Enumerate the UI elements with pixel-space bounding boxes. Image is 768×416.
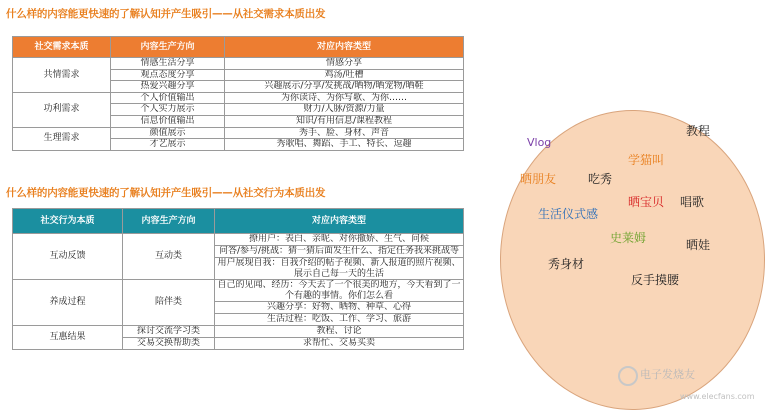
type-cell: 兴趣展示/分享/发挑战/晒物/晒宠物/晒鞋 [225,81,464,93]
header-cell: 内容生产方向 [123,209,215,234]
table-header-row [13,209,464,234]
cloud-word: Vlog [527,136,552,149]
direction-cell: 情感生活分享 [111,58,225,70]
social-needs-table [12,36,464,151]
direction-cell: 颜值展示 [111,127,225,139]
direction-cell: 才艺展示 [111,139,225,151]
group-cell: 互动反馈 [13,234,123,280]
table-row [13,234,464,246]
type-cell: 秀手、脸、身材、声音 [225,127,464,139]
type-cell: 撩用户：表白、亲昵、对你撒娇、生气、问候 [215,234,464,246]
group-cell: 生理需求 [13,127,111,150]
direction-cell: 个人价值输出 [111,92,225,104]
type-cell: 财力/人脉/资源/力量 [225,104,464,116]
type-cell: 用户展现自我：自我介绍的帖子视频、新人报道的照片视频、展示自己每一天的生活 [215,258,464,280]
type-cell: 问答/参与/挑战：猜一猜后面发生什么、指定任务我来挑战等 [215,246,464,258]
direction-cell: 热爱兴趣分享 [111,81,225,93]
direction-cell: 互动类 [123,234,215,280]
cloud-word: 晒娃 [686,238,711,252]
section2-title: 什么样的内容能更快速的了解认知并产生吸引——从社交行为本质出发 [6,187,326,199]
type-cell: 为你读诗、为你写歌、为你…… [225,92,464,104]
type-cell: 情感分享 [225,58,464,70]
table-row [13,326,464,338]
direction-cell: 交易交换帮助类 [123,338,215,350]
type-cell: 自己的见闻、经历：今天去了一个很美的地方，今天看到了一个有趣的事情。你们怎么看 [215,280,464,302]
cloud-word: 晒宝贝 [628,195,665,209]
direction-cell: 信息价值输出 [111,115,225,127]
direction-cell: 观点态度分享 [111,69,225,81]
watermark-text: 电子发烧友 [640,368,695,381]
direction-cell: 陪伴类 [123,280,215,326]
cloud-word: 史莱姆 [610,231,647,245]
group-cell: 功利需求 [13,92,111,127]
table-row [13,92,464,104]
cloud-word: 秀身材 [548,257,585,271]
header-cell: 对应内容类型 [225,37,464,58]
type-cell: 教程、讨论 [215,326,464,338]
header-cell: 社交行为本质 [13,209,123,234]
type-cell: 兴趣分享：好物、晒物、种草、心得 [215,302,464,314]
cloud-word: 唱歌 [680,195,705,209]
header-cell: 社交需求本质 [13,37,111,58]
type-cell: 秀歌唱、舞蹈、手工、特长、逗趣 [225,139,464,151]
header-cell: 对应内容类型 [215,209,464,234]
table-row [13,127,464,139]
group-cell: 共情需求 [13,58,111,93]
group-cell: 养成过程 [13,280,123,326]
type-cell: 生活过程：吃饭、工作、学习、旅游 [215,314,464,326]
direction-cell: 探讨交流学习类 [123,326,215,338]
header-cell: 内容生产方向 [111,37,225,58]
group-cell: 互惠结果 [13,326,123,350]
cloud-word: 生活仪式感 [538,207,599,221]
table-row [13,58,464,70]
type-cell: 知识/有用信息/课程教程 [225,115,464,127]
table-row [13,280,464,302]
table-header-row [13,37,464,58]
watermark-logo-icon [618,366,638,386]
social-behavior-table [12,208,464,350]
type-cell: 鸡汤/吐槽 [225,69,464,81]
watermark-url: www.elecfans.com [680,392,755,401]
section1-title: 什么样的内容能更快速的了解认知并产生吸引——从社交需求本质出发 [6,8,326,20]
direction-cell: 个人实力展示 [111,104,225,116]
cloud-word: 教程 [686,124,711,138]
cloud-word: 晒朋友 [520,172,557,186]
cloud-word: 反手摸腰 [631,273,680,287]
cloud-word: 学猫叫 [628,153,665,167]
type-cell: 求帮忙、交易买卖 [215,338,464,350]
cloud-word: 吃秀 [588,172,613,186]
